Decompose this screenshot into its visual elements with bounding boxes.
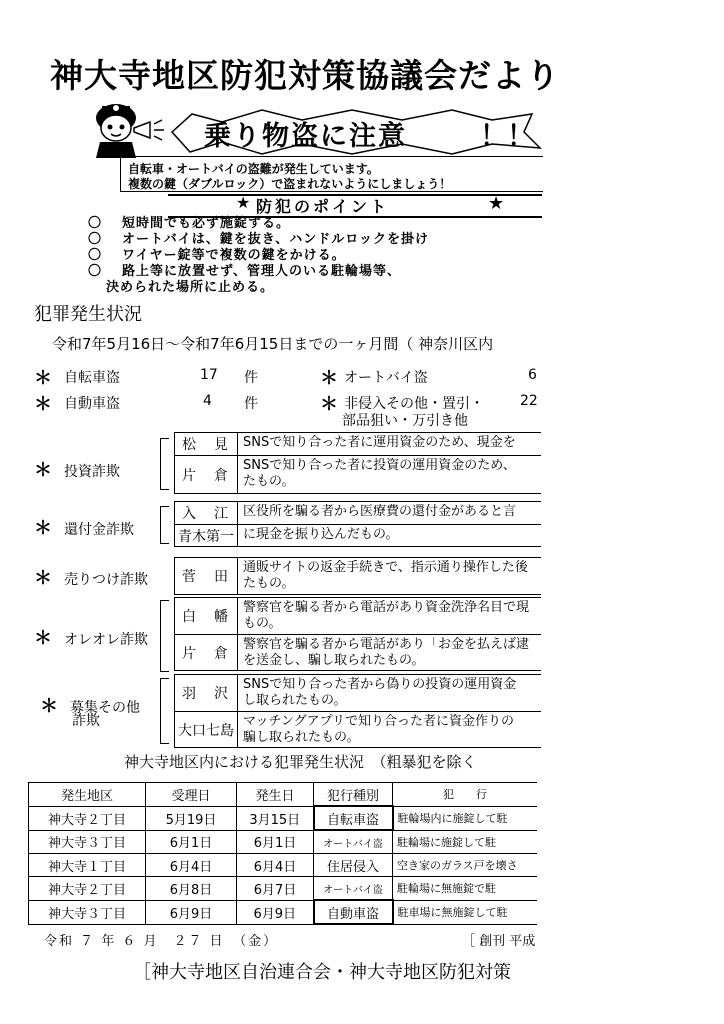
- cell-received: 6月4日: [146, 854, 237, 877]
- bullet-continuation: 決められた場所に止める。: [106, 280, 275, 295]
- stat-count: 6: [528, 367, 537, 383]
- local-crime-table: [28, 782, 537, 925]
- cell-district: 神大寺３丁目: [29, 830, 146, 854]
- case-row: [175, 524, 541, 547]
- stat-label: 自動車盗: [64, 396, 120, 412]
- cell-detail: 空き家のガラス戸を壊さ: [393, 854, 538, 877]
- case-location: 羽 沢: [175, 675, 238, 711]
- cell-type: 自動車盗: [314, 900, 393, 924]
- asterisk: ＊: [34, 394, 52, 415]
- founded-note: ［ 創刊 平成: [462, 934, 536, 949]
- point-title: 防犯のポイント: [256, 197, 390, 216]
- case-description: 警察官を騙る者から電話があり資金洗浄名目で現 もの。: [243, 600, 530, 631]
- case-category: ＊ オレオレ詐欺: [34, 628, 148, 649]
- banner-exclamation: ！！: [480, 121, 534, 152]
- table-row: [29, 806, 538, 830]
- cell-occurred: 3月15日: [237, 806, 314, 830]
- cell-received: 6月1日: [146, 830, 237, 854]
- case-box: [174, 597, 541, 671]
- table-title: 神大寺地区内における犯罪発生状況 （粗暴犯を除く: [124, 753, 477, 771]
- publisher: ［神大寺地区自治連合会・神大寺地区防犯対策: [133, 962, 511, 983]
- bullet-item: 〇 短時間でも必ず施錠する。: [88, 216, 291, 231]
- period-text: 令和7年5月16日～令和7年6月15日までの一ヶ月間（ 神奈川区内: [52, 335, 494, 353]
- cell-detail: 駐車場に無施錠して駐: [393, 900, 538, 924]
- case-category-cont: 詐欺: [72, 713, 100, 729]
- cell-type: 住居侵入: [314, 854, 393, 877]
- stat-unit: 件: [244, 370, 258, 386]
- asterisk: ＊: [34, 368, 52, 389]
- bullet-item: 〇 路上等に放置せず、管理人のいる駐輪場等、: [88, 264, 401, 279]
- cell-type: オートバイ盗: [314, 830, 393, 854]
- column-header: 発生日: [237, 783, 314, 807]
- cell-district: 神大寺２丁目: [29, 806, 146, 830]
- notice-line: 複数の鍵（ダブルロック）で盗まれないようにしましょう！: [128, 177, 452, 191]
- cell-occurred: 6月7日: [237, 877, 314, 901]
- cell-occurred: 6月4日: [237, 854, 314, 877]
- bracket: [160, 678, 169, 744]
- case-box: [174, 432, 541, 494]
- cell-district: 神大寺２丁目: [29, 877, 146, 901]
- column-header: 発生地区: [29, 783, 146, 807]
- police-mascot-icon: [78, 98, 168, 158]
- section-title: 犯罪発生状況: [34, 304, 142, 325]
- cell-received: 5月19日: [146, 806, 237, 830]
- stat-label: オートバイ盗: [344, 370, 428, 386]
- case-category: ＊ 売りつけ詐欺: [34, 568, 148, 589]
- cell-district: 神大寺３丁目: [29, 900, 146, 924]
- notice-line: 自転車・オートバイの盗難が発生しています。: [128, 162, 379, 176]
- case-row: [175, 675, 541, 711]
- table-row: [29, 877, 538, 901]
- bracket: [160, 438, 169, 490]
- cell-type: 自転車盗: [314, 806, 393, 830]
- case-description: SNSで知り合った者から偽りの投資の運用資金 し取られたもの。: [243, 677, 517, 708]
- table-row: [29, 854, 538, 877]
- case-location: 大口七島: [175, 712, 238, 748]
- case-description: 通販サイトの返金手続きで、指示通り操作した後 たもの。: [243, 560, 528, 591]
- bracket: [160, 600, 169, 672]
- case-category: ＊ 還付金詐欺: [34, 518, 134, 539]
- case-row: [175, 502, 541, 524]
- stat-label: 自転車盗: [64, 370, 120, 386]
- case-location: 片 倉: [175, 456, 238, 494]
- case-location: 松 見: [175, 433, 238, 455]
- page-title: 神大寺地区防犯対策協議会だより: [50, 56, 560, 95]
- case-box: [174, 501, 541, 547]
- case-location: 青木第一: [175, 525, 238, 547]
- star-icon: ★: [488, 193, 505, 214]
- stat-count: 4: [203, 393, 212, 409]
- table-row: [29, 900, 538, 924]
- case-box: [174, 674, 541, 748]
- bracket: [160, 506, 169, 544]
- case-description: SNSで知り合った者に運用資金のため、現金を: [243, 435, 516, 450]
- case-location: 片 倉: [175, 635, 238, 671]
- cell-received: 6月8日: [146, 877, 237, 901]
- case-description: 区役所を騙る者から医療費の還付金があると言: [243, 504, 517, 519]
- cell-type: オートバイ盗: [314, 877, 393, 901]
- column-header: 受理日: [146, 783, 237, 807]
- asterisk: ＊: [320, 394, 338, 415]
- case-description: に現金を振り込んだもの。: [243, 527, 399, 542]
- case-location: 白 幡: [175, 598, 238, 634]
- case-description: 警察官を騙る者から電話があり「お金を払えば逮 を送金し、騙し取られたもの。: [243, 637, 530, 668]
- cell-occurred: 6月9日: [237, 900, 314, 924]
- stat-label-cont: 部品狙い・万引き他: [342, 413, 468, 429]
- star-icon: ★: [236, 193, 251, 212]
- asterisk: ＊: [320, 368, 338, 389]
- case-row: [175, 558, 541, 594]
- case-category: ＊ 投資詐欺: [34, 460, 120, 481]
- cell-detail: 駐輪場に無施錠で駐: [393, 877, 538, 901]
- cell-received: 6月9日: [146, 900, 237, 924]
- case-row: [175, 634, 541, 671]
- bullet-item: 〇 オートバイは、鍵を抜き、ハンドルロックを掛け: [88, 232, 429, 247]
- case-row: [175, 598, 541, 634]
- cell-detail: 駐輪場に施錠して駐: [393, 830, 538, 854]
- case-location: 入 江: [175, 502, 238, 524]
- case-row: [175, 433, 541, 455]
- case-description: SNSで知り合った者に投資の運用資金のため、 たもの。: [243, 458, 516, 489]
- cell-district: 神大寺１丁目: [29, 854, 146, 877]
- table-row: [29, 830, 538, 854]
- cell-occurred: 6月1日: [237, 830, 314, 854]
- banner-title: 乗り物盗に注意: [204, 121, 407, 152]
- bullet-item: 〇 ワイヤー錠等で複数の鍵をかける。: [88, 248, 346, 263]
- case-location: 菅 田: [175, 558, 238, 594]
- stat-count: 17: [200, 367, 218, 383]
- stat-unit: 件: [244, 396, 258, 412]
- table-header-row: [29, 783, 538, 807]
- case-row: [175, 455, 541, 494]
- column-header: 犯 行: [393, 783, 538, 807]
- stat-label: 非侵入その他・置引・: [344, 396, 484, 412]
- case-box: [174, 557, 541, 595]
- column-header: 犯行種別: [314, 783, 393, 807]
- stat-count: 22: [520, 393, 538, 409]
- case-category: ＊ 募集その他: [40, 696, 140, 717]
- cell-detail: 駐輪場内に施錠して駐: [393, 806, 538, 830]
- case-description: マッチングアプリで知り合った者に資金作りの 騙し取られたもの。: [243, 714, 515, 745]
- issue-date: 令和 ７ 年 ６ 月 ２７ 日 （金）: [44, 934, 279, 949]
- case-row: [175, 711, 541, 748]
